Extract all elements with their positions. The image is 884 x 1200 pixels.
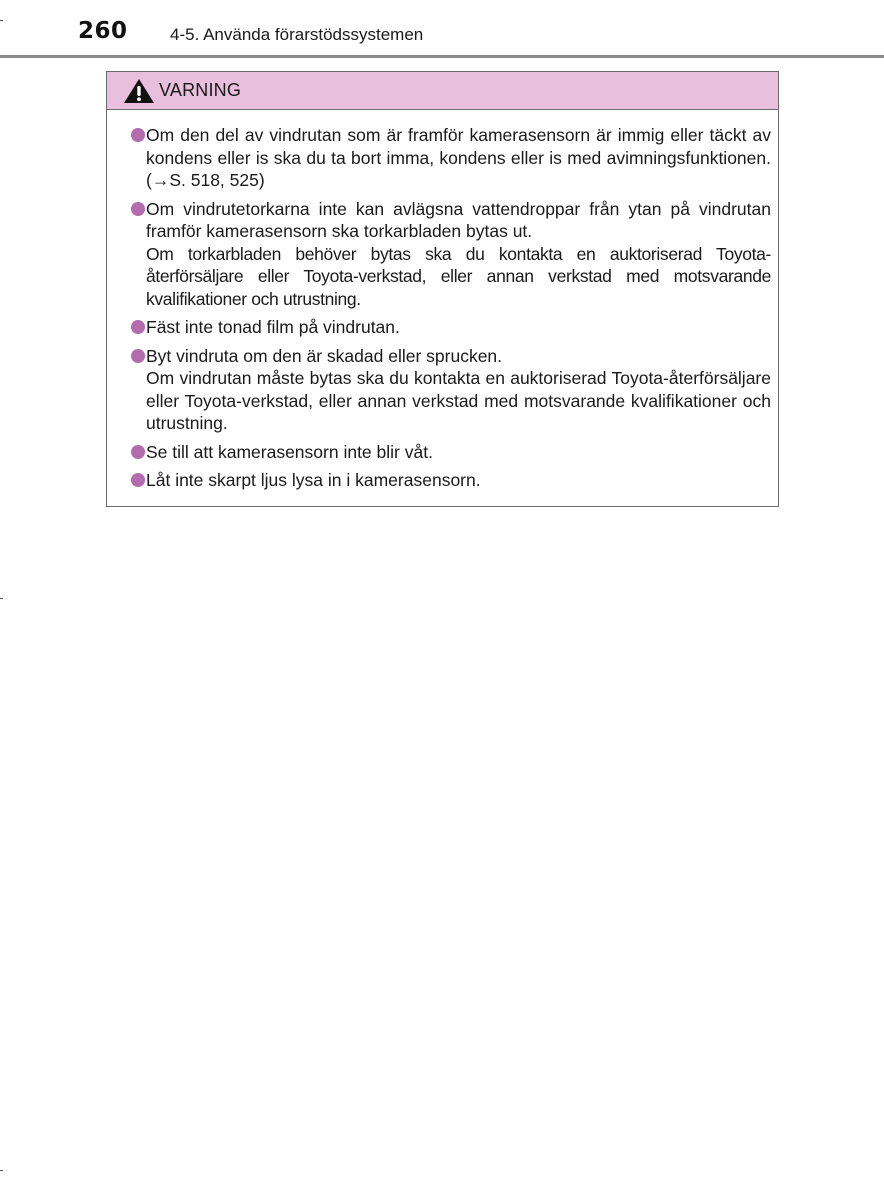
section-title: 4-5. Använda förarstödssystemen — [170, 25, 424, 44]
bullet-icon — [131, 445, 145, 459]
bullet-icon — [131, 473, 145, 487]
warning-box — [106, 71, 779, 507]
list-item — [107, 316, 778, 339]
item-text: Om den del av vindrutan som är framför kamerasensorn är immig eller täckt av kondens eller is ska du ta bort imma, kondens eller is med avimningsfunktionen. (→S. 518, 525) — [146, 125, 771, 190]
item-text: Om vindrutetorkarna inte kan avlägsna vattendroppar från ytan på vindrutan framför kamerasensorn ska torkarbladen bytas ut. — [146, 198, 771, 241]
bullet-icon — [131, 202, 145, 216]
header-divider — [0, 55, 884, 58]
warning-header — [107, 72, 778, 110]
warning-list — [107, 110, 778, 492]
warning-title: VARNING — [159, 80, 242, 100]
item-text: Fäst inte tonad film på vindrutan. — [146, 317, 400, 337]
item-text: Låt inte skarpt ljus lysa in i kamerasensorn. — [146, 470, 481, 490]
crop-mark — [0, 598, 3, 599]
crop-mark — [0, 20, 3, 21]
item-text: Se till att kamerasensorn inte blir våt. — [146, 441, 433, 462]
list-item — [107, 441, 778, 464]
bullet-icon — [131, 349, 145, 363]
item-text: Om vindrutan måste bytas ska du kontakta en auktoriserad Toyota-återförsäljare eller Toyota-verkstad, eller annan verkstad med motsvarande kvalifikationer och utrustning. — [146, 368, 771, 433]
list-item — [107, 124, 778, 192]
bullet-icon — [131, 320, 145, 334]
list-item — [107, 345, 778, 435]
crop-mark — [0, 1170, 3, 1171]
list-item — [107, 469, 778, 492]
warning-triangle-icon — [123, 78, 155, 104]
item-text: Om torkarbladen behöver bytas ska du kontakta en auktoriserad Toyota-återförsäljare eller Toyota-verkstad, eller annan verkstad med motsvarande kvalifikationer och utrustning. — [146, 243, 771, 309]
page-number: 260 — [78, 18, 128, 44]
bullet-icon — [131, 128, 145, 142]
list-item — [107, 198, 778, 311]
item-text: Byt vindruta om den är skadad eller sprucken. — [146, 345, 503, 366]
page-header — [0, 0, 884, 58]
